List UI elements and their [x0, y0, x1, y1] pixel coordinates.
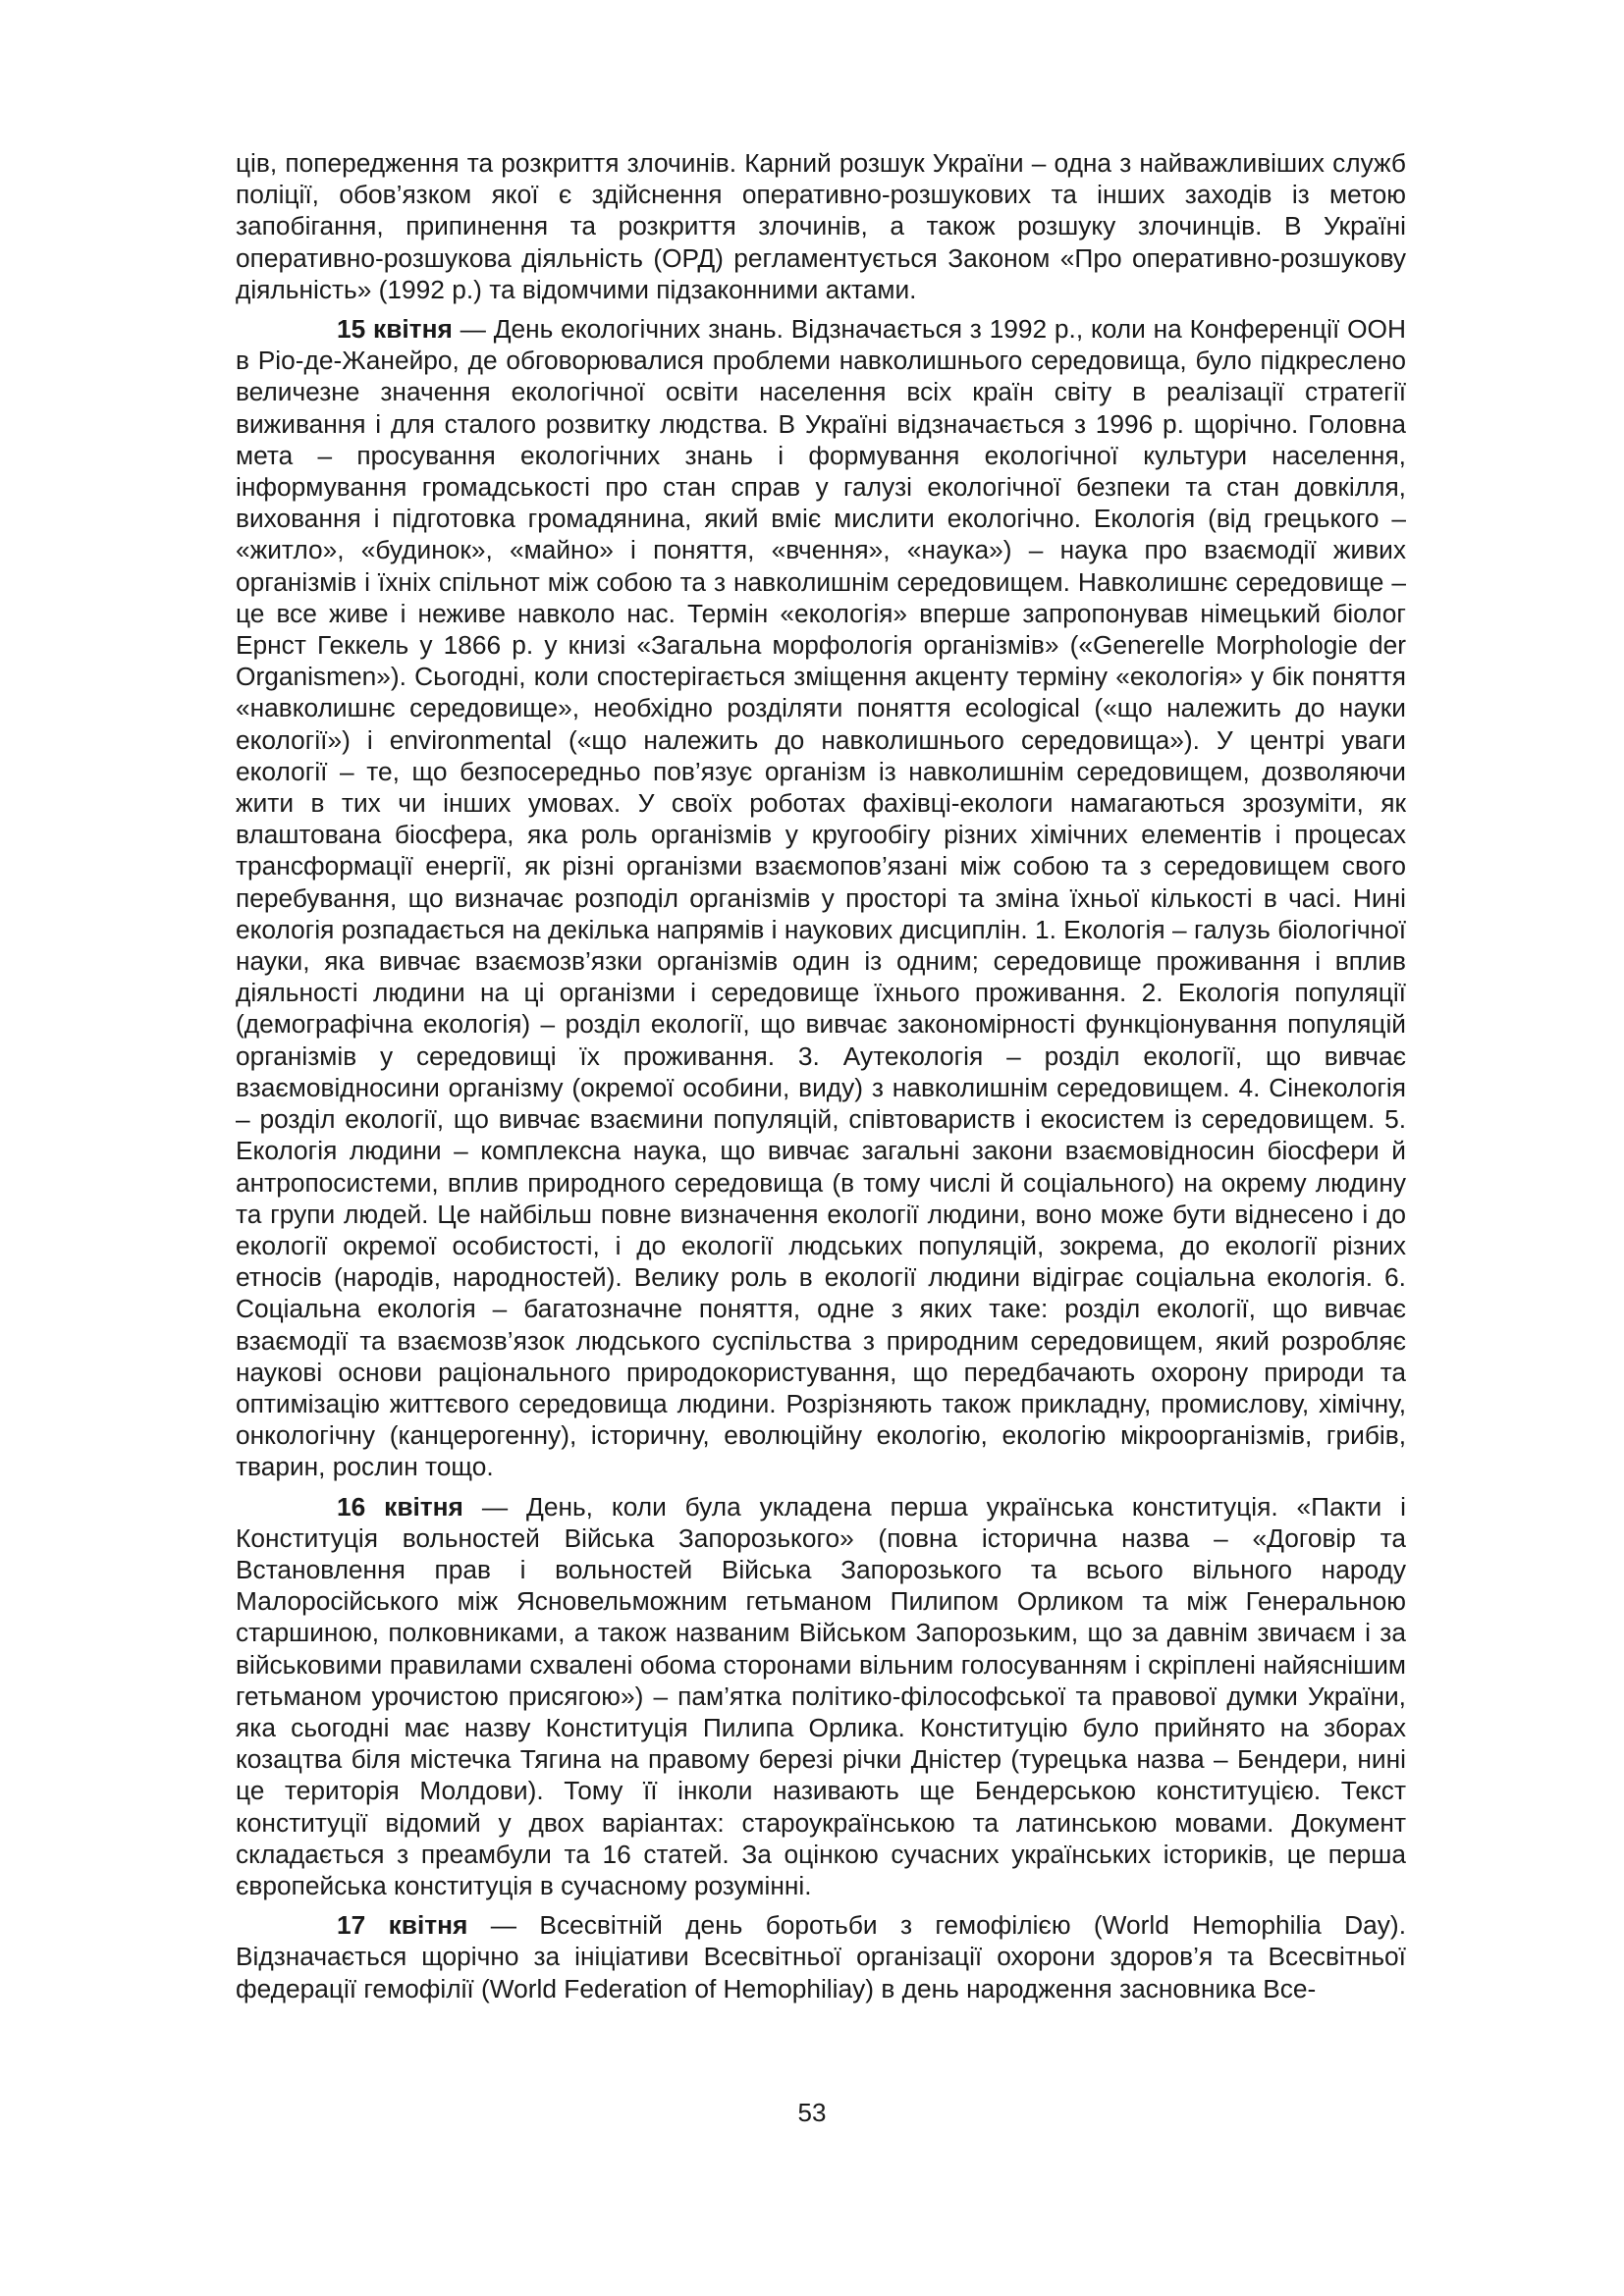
paragraph-text: — День, коли була укладена перша українська конституція. «Пакти і Конституція вольностей Війська Запорозького» (повна історична назва – «Договір та Встановлення прав і вольностей Війська Запорозького та всього вільного народу Малоросійського між Ясновельможним гетьманом Пилипом Орликом та між Генеральною старшиною, полковниками, а також названим Військом Запорозьким, що за давнім звичаєм і за військовими правилами схвалені обома сторонами вільним голосуванням і скріплені найяснішим гетьманом урочистою присягою») – пам’ятка політико-філософської та правової думки України, яка сьогодні має назву Конституція Пилипа Орлика. Конституцію було прийнято на зборах козацтва біля містечка Тягина на правому березі річки Дністер (турецька назва – Бендери, нині це територія Молдови). Тому її інколи називають ще Бендерською конституцією. Текст конституції відомий у двох варіантах: староукраїнською та латинською мовами. Документ складається з преамбули та 16 статей. За оцінкою сучасних українських істориків, це перша європейська конституція в сучасному розумінні. — [236, 1491, 1406, 1900]
paragraph-april-15 — [236, 313, 1406, 1483]
paragraph-text: ців, попередження та розкриття злочинів. Карний розшук України – одна з найважливіших служб поліції, обов’язком якої є здійснення оперативно-розшукових та інших заходів із метою запобігання, припинення та розкриття злочинів, а також розшуку злочинців. В Україні оперативно-розшукова діяльність (ОРД) регламентується Законом «Про оперативно-розшукову діяльність» (1992 р.) та відомчими підзаконними актами. — [236, 148, 1406, 304]
date-heading: 15 квітня — [337, 314, 453, 345]
paragraph-april-17 — [236, 1909, 1406, 2004]
page-number: 53 — [797, 2098, 827, 2127]
paragraph-text: — День екологічних знань. Відзначається з 1992 р., коли на Конференції ООН в Ріо-де-Жанейро, де обговорювалися проблеми навколишнього середовища, було підкреслено величезне значення екологічної освіти населення всіх країн світу в реалізації стратегії виживання і для сталого розвитку людства. В Україні відзначається з 1996 р. щорічно. Головна мета – просування екологічних знань і формування екологічної культури населення, інформування громадськості про стан справ у галузі екологічної безпеки та стан довкілля, виховання і підготовка громадянина, який вміє мислити екологічно. Екологія (від грецького – «житло», «будинок», «майно» і поняття, «вчення», «наука») – наука про взаємодії живих організмів і їхніх спільнот між собою та з навколишнім середовищем. Навколишнє середовище – це все живе і неживе навколо нас. Термін «екологія» вперше запропонував німецький біолог Ернст Геккель у 1866 р. у книзі «Загальна морфологія організмів» («Generelle Morphologie der Organismen»). Сьогодні, коли спостерігається зміщення акценту терміну «екологія» у бік поняття «навколишнє середовище», необхідно розділяти поняття ecological («що належить до науки екології») і environmental («що належить до навколишнього середовища»). У центрі уваги екології – те, що безпосередньо пов’язує організм із навколишнім середовищем, дозволяючи жити в тих чи інших умовах. У своїх роботах фахівці-екологи намагаються зрозуміти, як влаштована біосфера, яка роль організмів у кругообігу різних хімічних елементів і процесах трансформації енергії, як різні організми взаємопов’язані між собою та з середовищем свого перебування, що визначає розподіл організмів у просторі та зміна їхньої кількості в часі. Нині екологія розпадається на декілька напрямів і наукових дисциплін. 1. Екологія – галузь біологічної науки, яка вивчає взаємозв’язки організмів один із одним; середовище проживання і вплив діяльності людини на ці організми і середовище їхнього проживання. 2. Екологія популяції (демографічна екологія) – розділ екології, що вивчає закономірності функціонування популяцій організмів у середовищі їх проживання. 3. Аутекологія – розділ екології, що вивчає взаємовідносини організму (окремої особини, виду) з навколишнім середовищем. 4. Сінекологія – розділ екології, що вивчає взаємини популяцій, співтовариств і екосистем із середовищем. 5. Екологія людини – комплексна наука, що вивчає загальні закони взаємовідносин біосфери й антропосистеми, вплив природного середовища (в тому числі й соціального) на окрему людину та групи людей. Це найбільш повне визначення екології людини, воно може бути віднесено і до екології окремої особистості, і до екології людських популяцій, зокрема, до екології різних етносів (народів, народностей). Велику роль в екології людини відіграє соціальна екологія. 6. Соціальна екологія – багатозначне поняття, одне з яких таке: розділ екології, що вивчає взаємодії та взаємозв’язок людського суспільства з природним середовищем, який розробляє наукові основи раціонального природокористування, що передбачають охорону природи та оптимізацію життєвого середовища людини. Розрізняють також прикладну, промислову, хімічну, онкологічну (канцерогенну), історичну, еволюційну екологію, екологію мікроорганізмів, грибів, тварин, рослин тощо. — [236, 314, 1406, 1482]
date-heading: 17 квітня — [337, 1910, 468, 1941]
paragraph-text: — Всесвітній день боротьби з гемофілією (World Hemophilia Day). Відзначається щорічно за ініціативи Всесвітньої організації охорони здоров’я та Всесвітньої федерації гемофілії (World Federation of Hemophiliay) в день народження засновника Все- — [236, 1910, 1406, 2003]
date-heading: 16 квітня — [337, 1491, 463, 1522]
paragraph-continuation — [236, 147, 1406, 305]
paragraph-april-16 — [236, 1491, 1406, 1902]
document-body — [236, 147, 1406, 2012]
